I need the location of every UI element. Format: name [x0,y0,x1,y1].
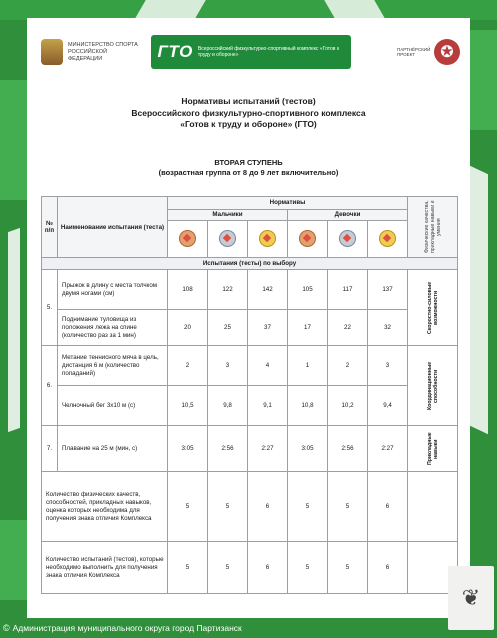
table-row [42,270,458,310]
norm-value: 142 [248,270,288,310]
norm-value: 137 [368,270,408,310]
bronze-badge-icon [299,230,316,247]
photo-caption [3,618,242,638]
gto-logo: ГТО [157,42,193,61]
norm-value: 3:05 [168,426,208,472]
summary-name: Количество испытаний (тестов), которые необходимо выполнить для получения знака отличия Комплекса [42,542,168,594]
summary-row [42,472,458,542]
table-row [42,386,458,426]
col-boys-header: Мальчики [168,209,288,221]
norm-value: 10,5 [168,386,208,426]
norm-value: 3 [368,346,408,386]
norm-value: 2 [328,346,368,386]
table-row [42,346,458,386]
bg-stripe [470,166,488,434]
copyright-icon: © [3,623,10,633]
norm-value: 2 [168,346,208,386]
col-girls-header: Девочки [288,209,408,221]
ministry-block [27,39,151,65]
summary-value: 5 [208,472,248,542]
summary-value: 6 [248,472,288,542]
quality-text: Прикладные навыки [426,432,439,465]
col-quality-header [408,197,458,258]
caption-text: Администрация муниципального округа город Партизанск [12,623,242,633]
quality-cell [408,270,458,346]
document-subtitle [27,158,470,178]
col-name-header: Наименование испытания (теста) [58,197,168,258]
summary-row [42,542,458,594]
bg-stripe [8,228,20,432]
norm-value: 2:56 [328,426,368,472]
norm-value: 105 [288,270,328,310]
quality-cell [408,426,458,472]
summary-value: 5 [208,542,248,594]
gold-badge-icon [379,230,396,247]
bg-stripe [134,0,206,20]
test-name: Поднимание туловища из положения лежа на спине (количество раз за 1 мин) [58,310,168,346]
col-num-header: № п/п [42,197,58,258]
test-name: Прыжок в длину с места толчком двумя ногами (см) [58,270,168,310]
title-line: Всероссийского физкультурно-спортивного комплекса [131,107,366,118]
norm-value: 9,1 [248,386,288,426]
section-title: Испытания (тесты) по выбору [42,258,458,270]
quality-text: Скоростно-силовые возможности [426,281,439,334]
badge-cell [168,221,208,258]
summary-value: 5 [168,472,208,542]
document-header [27,18,470,86]
test-name: Метание теннисного мяча в цель, дистанция 6 м (количество попаданий) [58,346,168,386]
norm-value: 9,4 [368,386,408,426]
badge-cell [288,221,328,258]
row-number: 7. [42,426,58,472]
norms-table [41,196,458,594]
empty-cell [408,472,458,542]
norm-value: 32 [368,310,408,346]
silver-badge-icon [339,230,356,247]
norm-value: 22 [328,310,368,346]
coat-of-arms-icon [41,39,63,65]
age-group: (возрастная группа от 8 до 9 лет включительно) [158,168,339,177]
badge-cell [368,221,408,258]
summary-value: 5 [288,542,328,594]
summary-value: 6 [248,542,288,594]
rows-body [42,270,458,594]
bronze-badge-icon [179,230,196,247]
norm-value: 17 [288,310,328,346]
silver-badge-icon [219,230,236,247]
document-title [27,96,470,131]
norm-value: 10,2 [328,386,368,426]
badge-cell [208,221,248,258]
summary-value: 5 [168,542,208,594]
norm-value: 122 [208,270,248,310]
quality-cell [408,346,458,426]
gto-text: Всероссийский физкультурно-спортивный комплекс «Готов к труду и обороне» [197,46,340,58]
norm-value: 37 [248,310,288,346]
table-row [42,426,458,472]
row-number: 5. [42,270,58,346]
title-line: Нормативы испытаний (тестов) [181,96,316,106]
summary-value: 6 [368,542,408,594]
row-number: 6. [42,346,58,426]
norm-value: 3 [208,346,248,386]
bg-stripe [324,0,386,20]
norm-value: 20 [168,310,208,346]
col-norms-header: Нормативы [168,197,408,210]
test-name: Челночный бег 3х10 м (с) [58,386,168,426]
partner-text: ПАРТНЁРСКИЙ ПРОЕКТ [397,46,431,57]
gto-block [151,35,351,69]
norm-value: 117 [328,270,368,310]
norm-value: 2:27 [248,426,288,472]
quality-header-text: Физические качества, прикладные навыки и умения [423,200,442,254]
norm-value: 4 [248,346,288,386]
quality-text: Координационные способности [426,361,439,410]
norm-value: 2:56 [208,426,248,472]
city-emblem-icon: ❦ [448,566,494,630]
badge-cell [328,221,368,258]
partner-block [351,39,471,65]
norms-document [27,18,470,618]
gold-badge-icon [259,230,276,247]
norm-value: 3:05 [288,426,328,472]
title-line: «Готов к труду и обороне» (ГТО) [180,119,317,129]
test-name: Плавание на 25 м (мин, с) [58,426,168,472]
norm-value: 10,8 [288,386,328,426]
bg-top-band [0,0,497,20]
stage-title: ВТОРАЯ СТУПЕНЬ [214,158,283,167]
ministry-text: МИНИСТЕРСТВО СПОРТА РОССИЙСКОЙ ФЕДЕРАЦИИ [68,41,138,62]
summary-value: 6 [368,472,408,542]
star-emblem-icon: ✪ [434,39,460,65]
summary-value: 5 [328,542,368,594]
badge-cell [248,221,288,258]
norm-value: 108 [168,270,208,310]
norm-value: 25 [208,310,248,346]
norm-value: 2:27 [368,426,408,472]
summary-name: Количество физических качеств, способностей, прикладных навыков, оценка которых необходима для получения знака отличия Комплекса [42,472,168,542]
summary-value: 5 [328,472,368,542]
summary-value: 5 [288,472,328,542]
norm-value: 9,8 [208,386,248,426]
norm-value: 1 [288,346,328,386]
table-row [42,310,458,346]
bg-stripe [0,80,30,200]
